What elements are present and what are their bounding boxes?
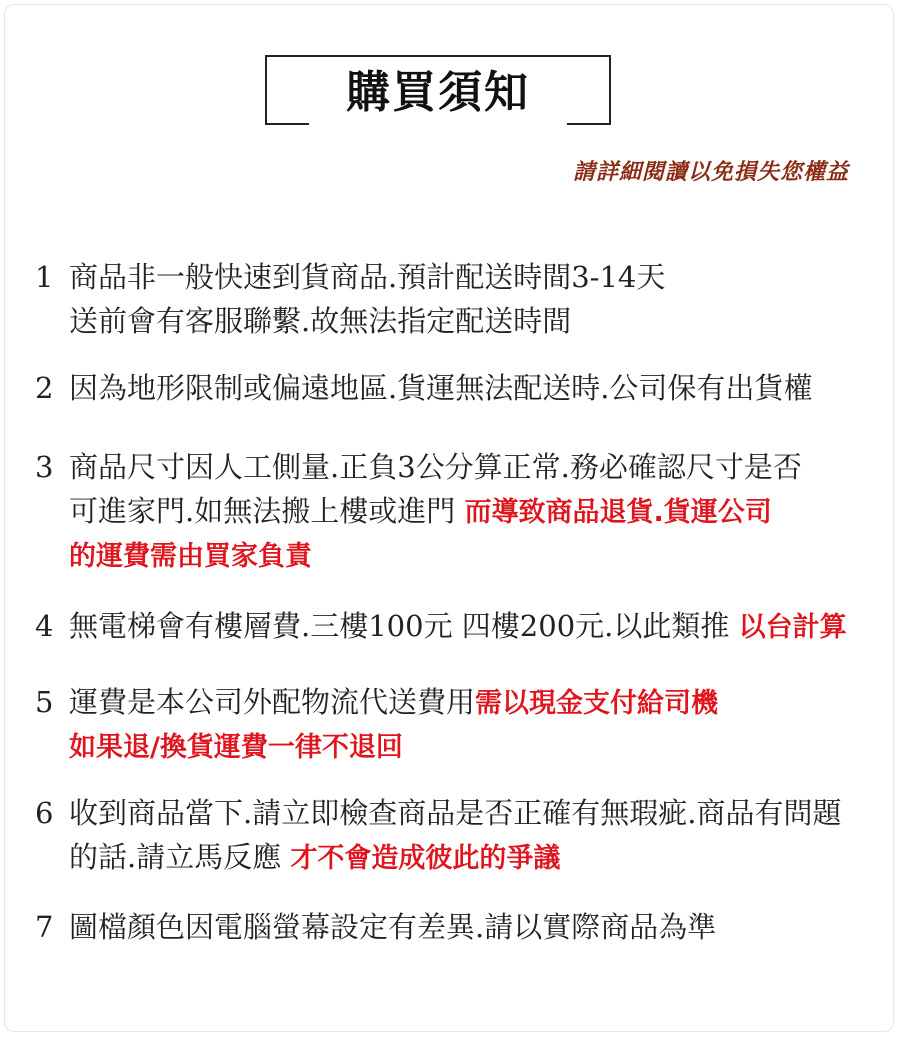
page-subtitle: 請詳細閱讀以免損失您權益 <box>572 160 849 185</box>
item-text: 商品非一般快速到貨商品.預計配送時間3-14天 <box>69 260 666 294</box>
item-text: 因為地形限制或偏遠地區.貨運無法配送時.公司保有出貨權 <box>69 371 813 405</box>
item-warning-text: 以台計算 <box>738 612 847 643</box>
item-number: 2 <box>35 371 54 405</box>
title-frame <box>265 55 611 125</box>
item-warning-text: 需以現金支付給司機 <box>475 688 719 719</box>
item-number: 3 <box>35 450 54 484</box>
item-warning-text: 才不會造成彼此的爭議 <box>290 843 561 874</box>
item-text: 圖檔顏色因電腦螢幕設定有差異.請以實際商品為準 <box>69 910 717 944</box>
item-warning-text: 的運費需由買家負責 <box>69 541 312 572</box>
item-text: 無電梯會有樓層費.三樓100元 四樓200元.以此類推 <box>69 609 730 643</box>
item-text: 的話.請立馬反應 <box>69 840 282 874</box>
item-number: 7 <box>35 910 54 944</box>
item-warning-text: 而導致商品退貨.貨運公司 <box>464 497 772 528</box>
item-number: 4 <box>35 609 54 643</box>
frame-corner-right <box>567 123 611 125</box>
item-number: 6 <box>35 796 54 830</box>
item-warning-text: 如果退/換貨運費一律不退回 <box>69 732 403 763</box>
frame-corner-left <box>265 123 309 125</box>
item-text: 收到商品當下.請立即檢查商品是否正確有無瑕疵.商品有問題 <box>69 796 842 830</box>
item-text: 可進家門.如無法搬上樓或進門 <box>69 494 456 528</box>
item-text: 商品尺寸因人工側量.正負3公分算正常.務必確認尺寸是否 <box>69 450 802 484</box>
item-text: 送前會有客服聯繫.故無法指定配送時間 <box>69 304 572 338</box>
page-title: 購買須知 <box>346 67 530 118</box>
item-number: 5 <box>35 685 54 719</box>
item-text: 運費是本公司外配物流代送費用 <box>69 685 476 719</box>
item-number: 1 <box>35 260 54 294</box>
notice-card <box>4 4 894 1032</box>
